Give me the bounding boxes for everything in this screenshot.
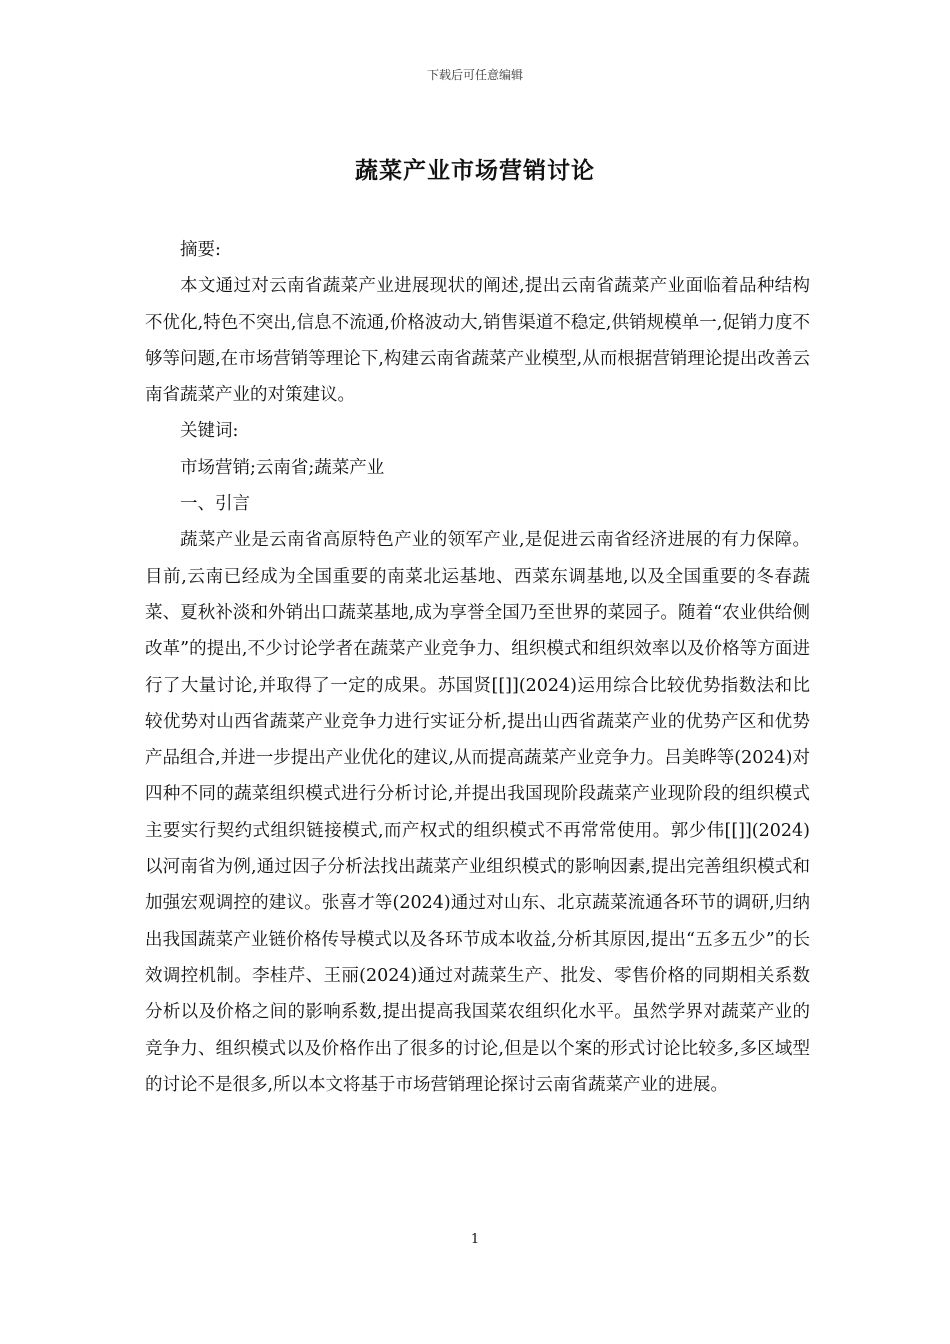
keywords-label: 关键词: — [180, 421, 239, 442]
page-header: 下载后可任意编辑 — [426, 68, 523, 82]
page-number: 1 — [470, 1232, 480, 1247]
section-heading: 一、引言 — [180, 494, 250, 515]
abstract-text: 本文通过对云南省蔬菜产业进展现状的阐述,提出云南省蔬菜产业面临着品种结构不优化,特色不突出,信息不流通,价格波动大,销售渠道不稳定,供销规模单一,促销力度不够等问题,在市场营销等理论下,构建云南省蔬菜产业模型,从而根据营销理论提出改善云南省蔬菜产业的对策建议。 — [145, 276, 810, 406]
document-title: 蔬菜产业市场营销讨论 — [355, 157, 595, 184]
abstract-label: 摘要: — [180, 240, 221, 260]
document-body — [145, 232, 810, 1103]
keywords-text: 市场营销;云南省;蔬菜产业 — [180, 457, 385, 478]
section-paragraph: 蔬菜产业是云南省高原特色产业的领军产业,是促进云南省经济进展的有力保障。目前,云南已经成为全国重要的南菜北运基地、西菜东调基地,以及全国重要的冬春蔬菜、夏秋补淡和外销出口蔬菜基地,成为享誉全国乃至世界的菜园子。随着“农业供给侧改革”的提出,不少讨论学者在蔬菜产业竞争力、组织模式和组织效率以及价格等方面进行了大量讨论,并取得了一定的成果。苏国贤[[]](2024)运用综合比较优势指数法和比较优势对山西省蔬菜产业竞争力进行实证分析,提出山西省蔬菜产业的优势产区和优势产品组合,并进一步提出产业优化的建议,从而提高蔬菜产业竞争力。吕美晔等(2024)对四种不同的蔬菜组织模式进行分析讨论,并提出我国现阶段蔬菜产业现阶段的组织模式主要实行契约式组织链接模式,而产权式的组织模式不再常常使用。郭少伟[[]](2024)以河南省为例,通过因子分析法找出蔬菜产业组织模式的影响因素,提出完善组织模式和加强宏观调控的建议。张喜才等(2024)通过对山东、北京蔬菜流通各环节的调研,归纳出我国蔬菜产业链价格传导模式以及各环节成本收益,分析其原因,提出“五多五少”的长效调控机制。李桂芹、王丽(2024)通过对蔬菜生产、批发、零售价格的同期相关系数分析以及价格之间的影响系数,提出提高我国菜农组织化水平。虽然学界对蔬菜产业的竞争力、组织模式以及价格作出了很多的讨论,但是以个案的形式讨论比较多,多区域型的讨论不是很多,所以本文将基于市场营销理论探讨云南省蔬菜产业的进展。 — [145, 530, 810, 1095]
